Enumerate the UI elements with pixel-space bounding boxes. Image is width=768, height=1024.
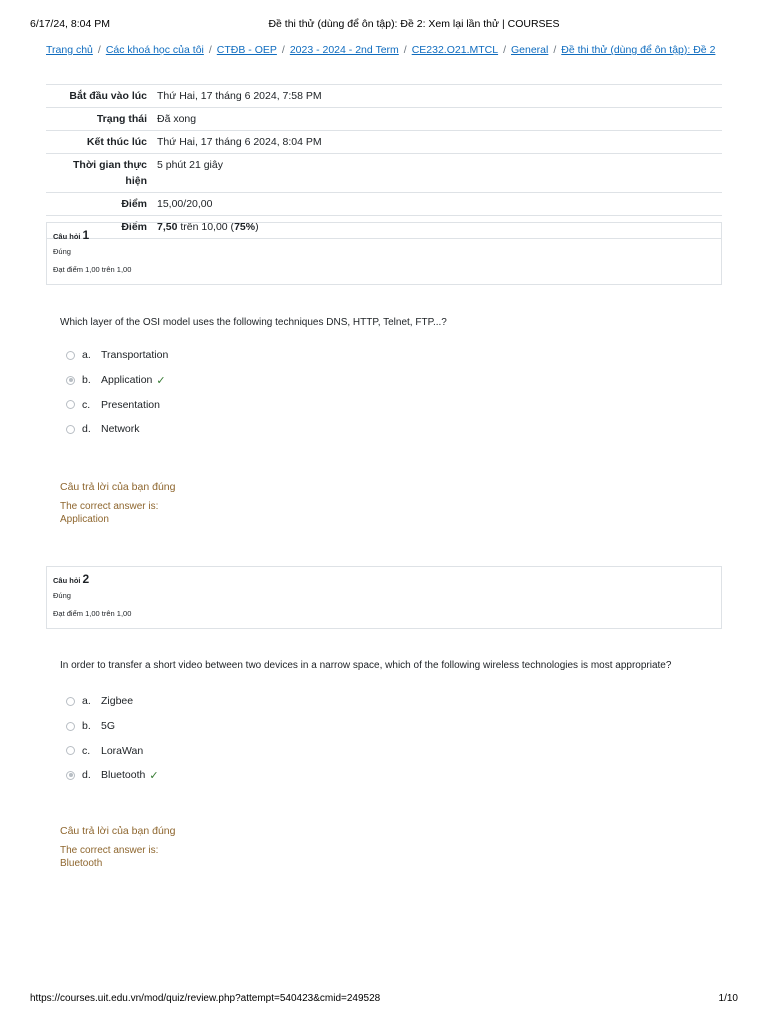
print-datetime: 6/17/24, 8:04 PM — [30, 18, 110, 30]
summary-row — [46, 85, 722, 108]
question-label: Câu hỏi — [53, 576, 81, 585]
grade-end-text: ) — [255, 221, 259, 233]
answer-text: Zigbee — [101, 695, 134, 708]
breadcrumb-separator: / — [503, 44, 506, 56]
question-1-text: Which layer of the OSI model uses the following techniques DNS, HTTP, Telnet, FTP...? — [60, 317, 447, 328]
radio-icon[interactable] — [66, 722, 75, 731]
summary-row — [46, 193, 722, 216]
question-2-feedback — [60, 825, 175, 869]
summary-label: Điểm — [46, 193, 152, 216]
breadcrumb — [46, 44, 718, 56]
breadcrumb-separator: / — [281, 44, 285, 56]
summary-label: Điểm — [46, 216, 152, 239]
breadcrumb-category[interactable]: CTĐB - OEP — [216, 44, 277, 56]
answer-option[interactable] — [66, 368, 168, 393]
feedback-status: Câu trả lời của bạn đúng — [60, 481, 176, 493]
attempt-summary-table — [46, 84, 722, 239]
radio-icon[interactable] — [66, 376, 75, 385]
feedback-correct-answer: Bluetooth — [60, 858, 103, 869]
answer-option[interactable] — [66, 392, 168, 417]
answer-letter: c. — [82, 744, 91, 757]
answer-option[interactable] — [66, 343, 168, 368]
breadcrumb-home[interactable]: Trang chủ — [46, 44, 93, 56]
question-2-text: In order to transfer a short video between two devices in a narrow space, which of the following wireless technologies is most appropriate? — [60, 660, 672, 671]
grade-percent: 75% — [234, 221, 256, 233]
radio-icon[interactable] — [66, 771, 75, 780]
answer-letter: a. — [82, 349, 91, 362]
summary-value: 5 phút 21 giây — [152, 154, 722, 193]
summary-label: Kết thúc lúc — [46, 131, 152, 154]
feedback-status: Câu trả lời của bạn đúng — [60, 825, 176, 837]
question-2-answers — [66, 689, 159, 788]
breadcrumb-my-courses[interactable]: Các khoá học của tôi — [105, 44, 204, 56]
radio-icon[interactable] — [66, 400, 75, 409]
question-state: Đúng — [53, 247, 71, 256]
feedback-correct-answer: Application — [60, 514, 109, 525]
question-1-answers — [66, 343, 168, 442]
check-icon: ✓ — [156, 374, 166, 387]
summary-value: Thứ Hai, 17 tháng 6 2024, 7:58 PM — [152, 85, 722, 108]
grade-score: 7,50 — [157, 221, 178, 233]
feedback-correct-label: The correct answer is: — [60, 501, 159, 512]
question-number — [53, 572, 715, 588]
answer-text: Transportation — [101, 349, 169, 362]
answer-option[interactable] — [66, 738, 159, 763]
answer-letter: d. — [82, 423, 91, 436]
breadcrumb-course[interactable]: CE232.O21.MTCL — [411, 44, 499, 56]
question-number — [53, 228, 715, 244]
summary-label: Trạng thái — [46, 108, 152, 131]
answer-letter: b. — [82, 374, 91, 387]
answer-letter: a. — [82, 695, 91, 708]
feedback-correct-label: The correct answer is: — [60, 845, 159, 856]
answer-text: 5G — [101, 720, 116, 733]
question-number-value: 2 — [82, 572, 90, 586]
print-header — [30, 18, 738, 32]
summary-value: 15,00/20,00 — [152, 193, 722, 216]
question-1-info — [46, 222, 722, 285]
summary-label: Thời gian thực hiện — [46, 154, 152, 193]
answer-option[interactable] — [66, 714, 159, 739]
print-page-number: 1/10 — [718, 993, 738, 1004]
radio-icon[interactable] — [66, 697, 75, 706]
question-2-info — [46, 566, 722, 629]
summary-row — [46, 108, 722, 131]
answer-text: Presentation — [101, 398, 160, 411]
answer-option[interactable] — [66, 763, 159, 788]
answer-option[interactable] — [66, 689, 159, 714]
breadcrumb-quiz[interactable]: Đề thi thử (dùng để ôn tập): Đề 2 — [561, 44, 716, 56]
radio-icon[interactable] — [66, 425, 75, 434]
answer-letter: b. — [82, 720, 91, 733]
question-grade: Đạt điểm 1,00 trên 1,00 — [53, 265, 132, 274]
answer-option[interactable] — [66, 417, 168, 442]
answer-text: Bluetooth — [101, 769, 146, 782]
summary-value: Thứ Hai, 17 tháng 6 2024, 8:04 PM — [152, 131, 722, 154]
breadcrumb-separator: / — [97, 44, 101, 56]
question-state: Đúng — [53, 591, 71, 600]
question-1-feedback — [60, 481, 175, 525]
answer-text: Application — [101, 374, 153, 387]
summary-value: Đã xong — [152, 108, 722, 131]
question-label: Câu hỏi — [53, 232, 81, 241]
question-grade: Đạt điểm 1,00 trên 1,00 — [53, 609, 132, 618]
grade-mid-text: trên 10,00 ( — [177, 221, 235, 233]
radio-icon[interactable] — [66, 351, 75, 360]
answer-letter: d. — [82, 769, 91, 782]
breadcrumb-separator: / — [208, 44, 212, 56]
radio-icon[interactable] — [66, 746, 75, 755]
breadcrumb-section[interactable]: General — [511, 44, 549, 56]
breadcrumb-separator: / — [553, 44, 557, 56]
print-title: Đề thi thử (dùng để ôn tập): Đề 2: Xem lại lần thử | COURSES — [268, 18, 560, 30]
answer-text: Network — [101, 423, 140, 436]
summary-row — [46, 154, 722, 193]
breadcrumb-term[interactable]: 2023 - 2024 - 2nd Term — [289, 44, 399, 56]
question-number-value: 1 — [82, 228, 90, 242]
breadcrumb-separator: / — [403, 44, 407, 56]
summary-row — [46, 131, 722, 154]
check-icon: ✓ — [149, 769, 159, 782]
answer-text: LoraWan — [101, 744, 144, 757]
answer-letter: c. — [82, 398, 91, 411]
print-url: https://courses.uit.edu.vn/mod/quiz/review.php?attempt=540423&cmid=249528 — [30, 993, 381, 1004]
summary-label: Bắt đầu vào lúc — [46, 85, 152, 108]
